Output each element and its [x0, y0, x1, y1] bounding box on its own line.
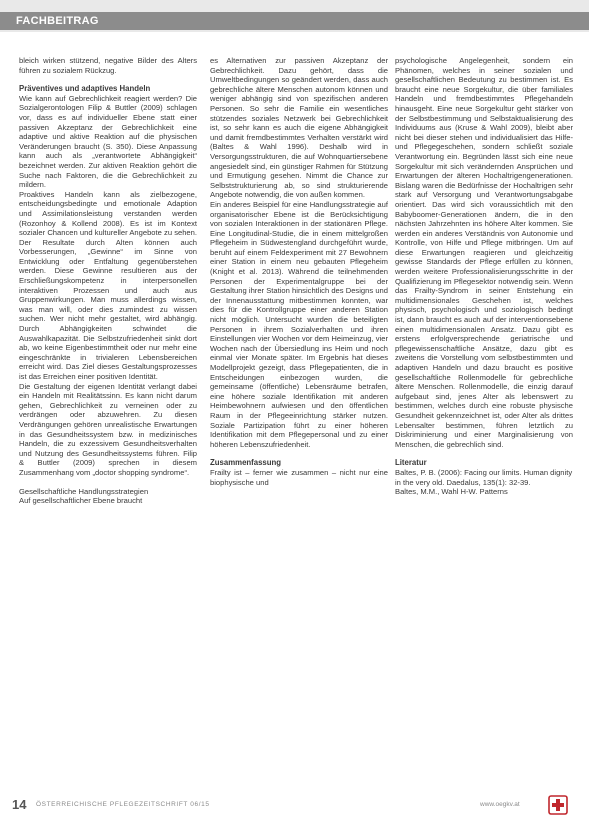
page-header — [0, 0, 589, 32]
body-paragraph: psychologische Angelegenheit, sondern ein Phänomen, welches in seiner sozialen und gesellschaftlichen Bedeutung zu bestimmen ist. Es braucht eine neue Sorgekultur, die über familiales Handeln und fremdbestimmtes Pflegehandeln hinausgeht. Eine neue Sorgekultur geht stärker von der Selbstbestimmung und Selbstaktualisierung des Individuums aus (Kruse & Wahl 2009), bleibt aber nicht bei dieser stehen und individualisiert das Hilfe- und Pflegegeschehen, sondern schließt soziale Verantwortung ein. Begründen lässt sich eine neue Sorgekultur mit sich verändernden Ansprüchen und Erwartungen der älteren Hochaltrigengenerationen. Bislang waren die Bedürfnisse der Hochaltrigen sehr stark auf Versorgung und Verantwortungsabgabe orientiert. Das wird sich voraussichtlich mit den Babyboomer-Generationen ändern, die in den nächsten Jahrzehnten ins höhere Alter kommen. Sie werden ein anderes Verständnis von Autonomie und Kontrolle, von Hilfe und Pflege mitbringen. Um auf diese Erwartungen reagieren und gleichzeitig gewisse Standards der Pflege erfüllen zu können, werden weitere Professionalisierungsschritte in der Qualifizierung im Pflegesektor notwendig sein. Wenn das Frailty-Syndrom in seiner Entstehung ein multidimensionales Geschehen ist, welches physisch, psychologisch und soziologisch bedingt ist, dann braucht es auch auf der interventionsebene einen multidimensionalen Ansatz. Dazu gibt es erstens erfolgversprechende geriatrische und pflegewissenschaftliche Ansätze, dazu gibt es zweitens die Vorstellung vom selbstbestimmten und adaptiven Handeln und dazu braucht es positive gesellschaftliche Rollenmodelle für gebrechliche ältere Menschen. Rollenmodelle, die einzig darauf aufgebaut sind, jenes Alter als lebenswert zu bestimmen, welches durch eine robuste physische Gesundheit gekennzeichnet ist, oder Alter als drittes Lebensalter bestimmen, führen letztlich zu Diskriminierung und einer Marginalisierung von Menschen, die gebrechlich sind. — [395, 56, 573, 449]
paragraph-gap — [210, 449, 388, 458]
reference-entry: Baltes, P. B. (2006): Facing our limits. Human dignity in the very old. Daedalus, 135(1): 32-39. — [395, 467, 573, 487]
red-cross-logo-icon — [548, 795, 568, 815]
body-paragraph: bleich wirken stützend, negative Bilder des Alters führen zu sozialem Rückzug. — [19, 56, 197, 75]
body-paragraph: Die Gestaltung der eigenen Identität verlangt dabei ein Handeln mit Realitätssinn. Es kann nicht darum gehen, Gebrechlichkeit zu verneinen oder zu verdrängen oder abzuwehren. Zu diesen Verdrängungen gehören unrealistische Erwartungen in das Gesundheitssystem bzw. in medizinisches Handeln, die zu exzessivem Gesundheitsverhalten und Nutzung des Gesundheitssystems führen. Filip & Buttler (2009) sprechen in diesem Zusammenhang vom „doctor shopping syndrome“. — [19, 381, 197, 477]
section-label: FACHBEITRAG — [16, 15, 99, 27]
journal-name: ÖSTERREICHISCHE PFLEGEZEITSCHRIFT 06/15 — [36, 801, 210, 808]
paragraph-gap — [395, 449, 573, 458]
body-paragraph: Auf gesellschaftlicher Ebene braucht — [19, 496, 143, 506]
page-number: 14 — [12, 797, 27, 812]
body-paragraph: Ein anderes Beispiel für eine Handlungsstrategie auf organisatorischer Ebene ist die Berücksichtigung von sozialen Interaktionen in der stationären Pflege. Eine Longitudinal-Studie, die in einem mittelgroßen Pflegeheim in Südwestengland durchgeführt wurde, beruht auf einem Feldexperiment mit 27 Bewohnern einer Station in einem neu gebauten Pflegeheim (Knight et al. 2013). Während die teilnehmenden Personen der Experimentalgruppe bei der Gestaltung ihrer Station hinsichtlich des Designs und der Innenausstattung mitbestimmen konnten, war dies für die Kontrollgruppe einer anderen Station nicht möglich. Untersucht wurden die beteiligten Personen in ihrem Sozialverhalten und ihren Einstellungen vier Wochen vor dem Heimeinzug, vier Wochen nach der Übersiedlung ins Heim und noch einmal vier Monate später. Im Ergebnis hat dieses Modellprojekt gezeigt, dass Pflegepatienten, die in Entscheidungen einbezogen wurden, die gemeinsame (öffentliche) Lebensräume betrafen, eine höhere soziale Identifikation mit anderen Heimbewohnern aufwiesen und den öffentlichen Raum in der Pflegeeinrichtung stärker nutzen. Soziale Partizipation führt zu einer höheren Identifikation mit dem Pflegepersonal und zu einer höheren Lebenszufriedenheit. — [210, 199, 388, 449]
website-link[interactable]: www.oegkv.at — [480, 801, 520, 808]
body-paragraph: Frailty ist – ferner wie zusammen – nicht nur eine biophysische und — [210, 467, 388, 487]
paragraph-gap — [19, 75, 197, 84]
paragraph-gap — [19, 478, 197, 487]
column-2 — [210, 56, 388, 800]
body-paragraph: Gesellschaftliche Handlungsstrategien — [19, 486, 149, 496]
reference-entry: Baltes, M.M., Wahl H-W. Patterns — [395, 487, 508, 497]
body-paragraph: Proaktives Handeln kann als zielbezogene, entscheidungsbedingte und emotionale Adaption und Assimilationsleistung verstanden werden (Rozonhoy & Kollend 2008). Es ist im Kontext sozialer Chancen und kultureller Angebote zu sehen. Der Resultate durch Alten können auch Vorbesserungen, „Gewinne“ im Sinne von Entwicklung oder Entfaltung gegenüberstehen werden. Diese Gewinne resultieren aus der Erschließungskompetenz in interpersonellen interaktiven Prozessen und auch aus Gruppenwirkungen. Man muss allerdings wissen, was man will, oder dies zumindest zu wissen suchen. Wer nicht mehr gestaltet, wird abhängig. Durch Abhängigkeiten schwindet die Auswahlkapazität. Die Selbstzufriedenheit sinkt dort ab, wo keine Eigenbestimmtheit oder nur mehr eine eingeschränkte in trivialeren Lebensbereichen erreicht wird. Das Ziel dieses Gestaltungsprozesses ist das Erreichen einer positiven Identität. — [19, 189, 197, 381]
body-paragraph: Wie kann auf Gebrechlichkeit reagiert werden? Die Sozialgerontologen Filip & Buttler (2009) schlagen vor, dass es auf individueller Ebene statt einer passiven Akzeptanz der Gebrechlichkeit eine adaptive und aktive Reaktion auf die physischen Veränderungen braucht (S. 350). Diese Anpassung kann auch als „verantwortete Abhängigkeit“ bezeichnet werden. Zur aktiven Reaktion gehört die Suche nach Faktoren, die die Gebrechlichkeit zu mildern. — [19, 93, 197, 190]
section-heading: Literatur — [395, 458, 427, 468]
section-heading: Zusammenfassung — [210, 458, 282, 468]
body-paragraph: es Alternativen zur passiven Akzeptanz der Gebrechlichkeit. Dazu gehört, dass die Umweltbedingungen so geändert werden, dass auch gebrechliche ältere Menschen autonom können und weniger abhängig sind von spezifischen anderen Personen. So sehr die Familie ein wesentliches stützendes soziales Netzwerk bei Gebrechlichkeit ist, so sehr kann es auch die eigene Abhängigkeit und damit fremdbestimmtes Verhalten verstärkt wird (Baltes & Wahl 1996). Deshalb wird in Versorgungsstrukturen, die auf Wohnquartiersebene angesiedelt sind, ein günstiger Rahmen für Stützung und Ermutigung gesehen. Nimmt die Chance zur Selbststrukturierung ab, so sind strukturierende Angebote notwendig, die von außen kommen. — [210, 56, 388, 200]
column-1 — [19, 56, 197, 800]
article-body — [14, 56, 574, 800]
column-3 — [395, 56, 573, 800]
section-heading: Präventives und adaptives Handeln — [19, 84, 151, 94]
page-footer — [0, 795, 589, 825]
